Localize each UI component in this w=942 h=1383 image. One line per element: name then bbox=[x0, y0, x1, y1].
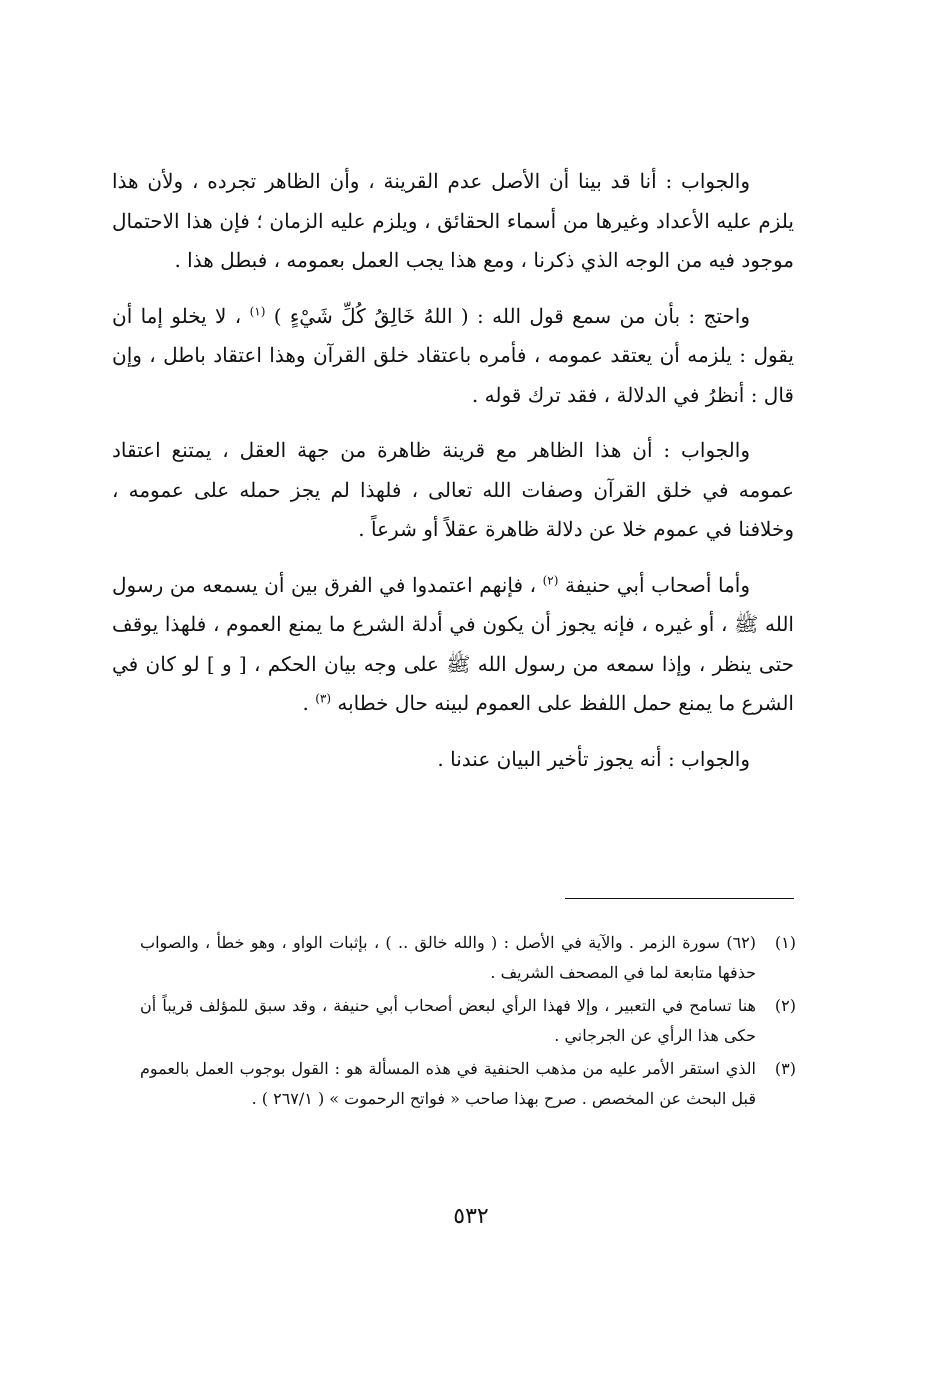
footnote-ref-3: (٣) bbox=[315, 691, 332, 706]
paragraph-text: ، لا يخلو إما أن يقول : يلزمه أن يعتقد عمومه ، فأمره باعتقاد خلق القرآن وهذا اعتقاد باطل ، وإن قال : أنظرُ في الدلالة ، فقد ترك قوله . bbox=[112, 303, 794, 407]
footnote-text: الذي استقر الأمر عليه من مذهب الحنفية في هذه المسألة هو : القول بوجوب العمل بالعموم قبل البحث عن المخصص . صرح بهذا صاحب « فواتح الرحموت » ( ٢٦٧/١ ) . bbox=[140, 1059, 756, 1108]
paragraph-answer-3 bbox=[112, 740, 794, 780]
paragraph-text: وأما أصحاب أبي حنيفة bbox=[564, 572, 751, 597]
paragraph-hanafi bbox=[112, 566, 794, 724]
paragraph-text: ، فإنهم اعتمدوا في الفرق بين أن يسمعه من رسول الله ﷺ ، أو غيره ، فإنه يجوز أن يكون في أدلة الشرع ما يمنع العموم ، فلهذا يوقف حتى ينظر ، وإذا سمعه من رسول الله ﷺ على وجه بيان الحكم ، [ و ] لو كان في الشرع ما يمنع حمل اللفظ على العموم لبينه حال خطابه bbox=[112, 572, 794, 715]
footnote-text: (٦٢) سورة الزمر . والآية في الأصل : ( والله خالق .. ) ، بإثبات الواو ، وهو خطأ ، والصواب حذفها متابعة لما في المصحف الشريف . bbox=[140, 933, 756, 982]
footnote-1 bbox=[140, 928, 796, 987]
paragraph-argument bbox=[112, 297, 794, 416]
paragraph-end: . bbox=[302, 691, 309, 715]
footnote-number: (٣) bbox=[774, 1059, 796, 1078]
paragraph-text: والجواب : أن هذا الظاهر مع قرينة ظاهرة من جهة العقل ، يمتنع اعتقاد عمومه في خلق القرآن وصفات الله تعالى ، فلهذا لم يجز حمله على عمومه ، وخلافنا في عموم خلا عن دلالة ظاهرة عقلاً أو شرعاً . bbox=[112, 438, 794, 541]
paragraph-text: واحتج : بأن من سمع قول الله : ( اللهُ خَالِقُ كُلِّ شَيْءٍ ) bbox=[273, 303, 751, 328]
paragraph-text: والجواب : أنا قد بينا أن الأصل عدم القرينة ، وأن الظاهر تجرده ، ولأن هذا يلزم عليه الأعداد وغيرها من أسماء الحقائق ، ويلزم عليه الزمان ؛ فإن هذا الاحتمال موجود فيه من الوجه الذي ذكرنا ، ومع هذا يجب العمل بعمومه ، فبطل هذا . bbox=[112, 169, 794, 272]
paragraph-text: والجواب : أنه يجوز تأخير البيان عندنا . bbox=[437, 746, 750, 771]
paragraph-answer-2 bbox=[112, 431, 794, 550]
page-number: ٥٣٢ bbox=[453, 1204, 489, 1229]
main-text-block bbox=[112, 162, 794, 795]
footnote-3 bbox=[140, 1054, 796, 1113]
footnote-number: (١) bbox=[774, 933, 796, 952]
paragraph-answer-1 bbox=[112, 162, 794, 281]
footnote-number: (٢) bbox=[774, 996, 796, 1015]
footnote-ref-1: (١) bbox=[249, 303, 266, 318]
footnotes bbox=[140, 928, 796, 1117]
footnote-2 bbox=[140, 991, 796, 1050]
footnote-text: هنا تسامح في التعبير ، وإلا فهذا الرأي لبعض أصحاب أبي حنيفة ، وقد سبق للمؤلف قريباً أن حكى هذا الرأي عن الجرجاني . bbox=[140, 996, 756, 1045]
footnote-ref-2: (٢) bbox=[542, 572, 559, 587]
footnote-separator bbox=[565, 898, 794, 899]
